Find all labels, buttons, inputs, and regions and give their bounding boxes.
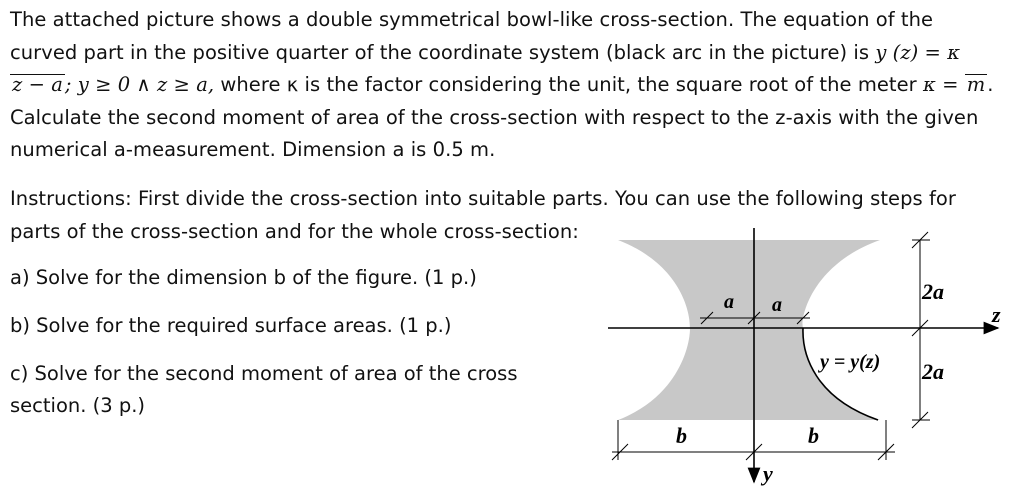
label-b-right: b <box>808 423 819 448</box>
problem-text-part3: . Calculate the second moment of area of the cross-section with respect to the z-axis with the given numerical a-measurement. Dimension a is 0.5 m. <box>10 73 994 161</box>
instructions-text: Instructions: First divide the cross-section into suitable parts. You can use the following steps for parts of the cross-section and for the whole cross-section: <box>10 187 956 243</box>
cross-section-shape <box>618 240 880 420</box>
sqrt-z-minus-a: z − a <box>12 73 63 96</box>
axis-z-label: z <box>992 302 1001 327</box>
step-b: b) Solve for the required surface areas. (1 p.) <box>10 314 452 337</box>
problem-text-part2: where κ is the factor considering the unit, the square root of the meter <box>220 73 917 96</box>
label-a-left: a <box>724 291 734 313</box>
label-a-right: a <box>772 294 782 316</box>
equation-kappa-def: κ = <box>923 73 959 96</box>
equation-kappa: κ <box>947 40 961 64</box>
equation-condition: ; y ≥ 0 ∧ z ≥ a, <box>64 73 215 96</box>
axis-y-label: y <box>763 461 773 486</box>
label-2a-top: 2a <box>922 279 944 304</box>
label-curve: y = y(z) <box>820 351 881 373</box>
sqrt-m: m <box>966 73 986 96</box>
step-a: a) Solve for the dimension b of the figure. (1 p.) <box>10 266 477 289</box>
label-2a-bottom: 2a <box>922 359 944 384</box>
step-c: c) Solve for the second moment of area of the cross section. (3 p.) <box>10 362 518 417</box>
problem-text-part1: The attached picture shows a double symmetrical bowl-like cross-section. The equation of the curved part in the positive quarter of the coordinate system (black arc in the picture) is <box>10 8 934 64</box>
label-b-left: b <box>676 423 687 448</box>
equation-y-of-z: y (z) = <box>875 40 941 64</box>
